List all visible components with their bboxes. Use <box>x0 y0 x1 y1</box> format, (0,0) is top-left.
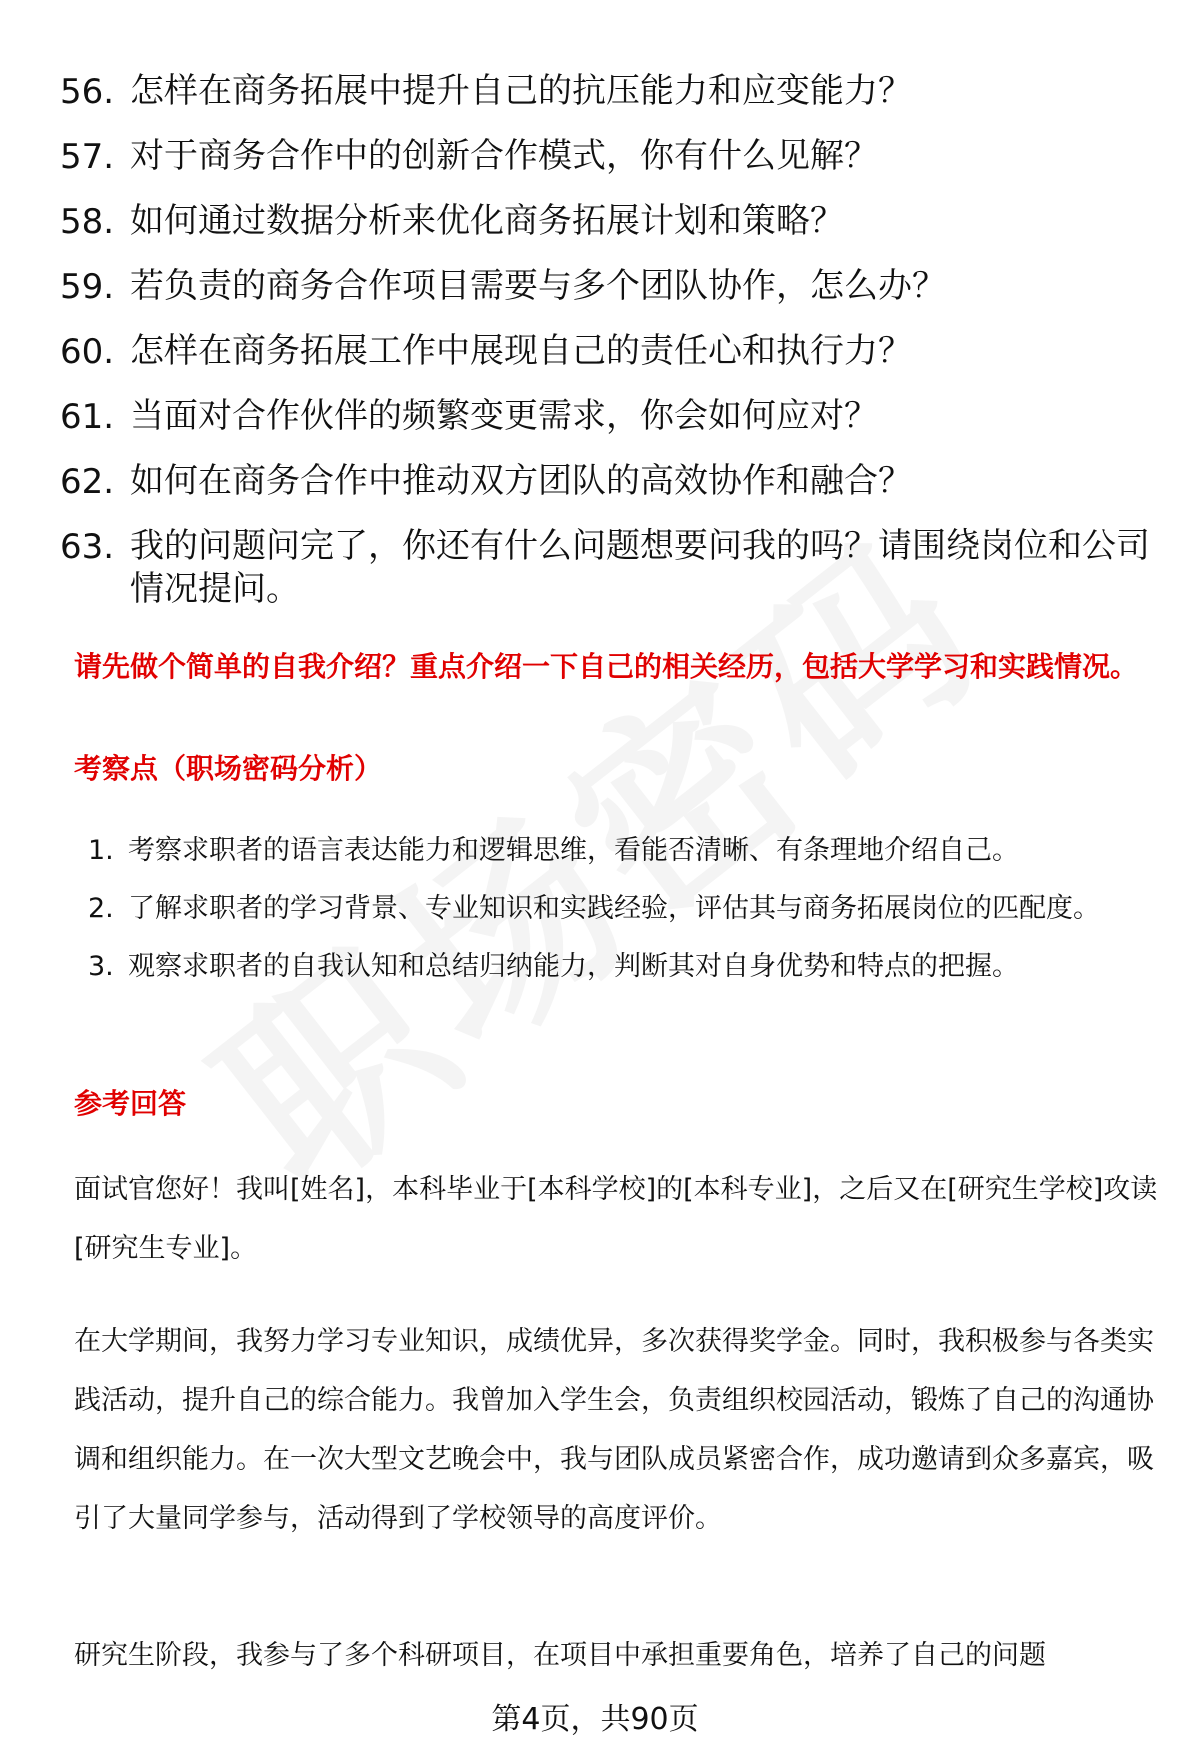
question-number: 59. <box>60 267 115 307</box>
point-item <box>88 880 1168 938</box>
points-heading: 考察点（职场密码分析） <box>74 752 383 785</box>
question-text: 对于商务合作中的创新合作模式，你有什么见解？ <box>130 136 878 176</box>
page-footer: 第4页，共90页 <box>491 1702 699 1737</box>
question-item <box>60 267 1160 308</box>
answer-paragraph: 研究生阶段，我参与了多个科研项目，在项目中承担重要角色，培养了自己的问题 <box>74 1640 1046 1671</box>
point-number: 1. <box>88 835 114 866</box>
question-text: 如何在商务合作中推动双方团队的高效协作和融合？ <box>130 461 912 501</box>
point-number: 2. <box>88 893 114 924</box>
point-number: 3. <box>88 951 114 982</box>
question-number: 61. <box>60 397 115 437</box>
question-item <box>60 137 1160 178</box>
question-item <box>60 202 1160 243</box>
question-text: 怎样在商务拓展工作中展现自己的责任心和执行力？ <box>130 331 912 371</box>
question-item <box>60 397 1160 438</box>
point-text: 了解求职者的学习背景、专业知识和实践经验，评估其与商务拓展岗位的匹配度。 <box>128 893 1100 924</box>
section-question: 请先做个简单的自我介绍？重点介绍一下自己的相关经历，包括大学学习和实践情况。 <box>74 650 1139 683</box>
question-item <box>60 462 1160 503</box>
question-item <box>60 332 1160 373</box>
question-text: 我的问题问完了，你还有什么问题想要问我的吗？请围绕岗位和公司情况提问。 <box>130 526 1150 609</box>
answer-paragraph: 面试官您好！我叫[姓名]，本科毕业于[本科学校]的[本科专业]，之后又在[研究生学校]攻读[研究生专业]。 <box>74 1174 1158 1264</box>
point-text: 考察求职者的语言表达能力和逻辑思维，看能否清晰、有条理地介绍自己。 <box>128 835 1019 866</box>
points-list <box>88 822 1168 996</box>
question-item <box>60 527 1160 611</box>
answer-paragraph: 在大学期间，我努力学习专业知识，成绩优异，多次获得奖学金。同时，我积极参与各类实践活动，提升自己的综合能力。我曾加入学生会，负责组织校园活动，锻炼了自己的沟通协调和组织能力。在一次大型文艺晚会中，我与团队成员紧密合作，成功邀请到众多嘉宾，吸引了大量同学参与，活动得到了学校领导的高度评价。 <box>74 1326 1154 1534</box>
question-number: 63. <box>60 527 115 567</box>
question-number: 57. <box>60 137 115 177</box>
question-list <box>60 72 1160 635</box>
answer-heading: 参考回答 <box>74 1087 187 1120</box>
point-text: 观察求职者的自我认知和总结归纳能力，判断其对自身优势和特点的把握。 <box>128 951 1019 982</box>
question-text: 如何通过数据分析来优化商务拓展计划和策略？ <box>130 201 844 241</box>
question-number: 62. <box>60 462 115 502</box>
question-number: 60. <box>60 332 115 372</box>
point-item <box>88 822 1168 880</box>
question-text: 当面对合作伙伴的频繁变更需求，你会如何应对？ <box>130 396 878 436</box>
question-number: 58. <box>60 202 115 242</box>
question-number: 56. <box>60 72 115 112</box>
question-item <box>60 72 1160 113</box>
question-text: 怎样在商务拓展中提升自己的抗压能力和应变能力？ <box>130 71 912 111</box>
question-text: 若负责的商务合作项目需要与多个团队协作，怎么办？ <box>130 266 946 306</box>
point-item <box>88 938 1168 996</box>
